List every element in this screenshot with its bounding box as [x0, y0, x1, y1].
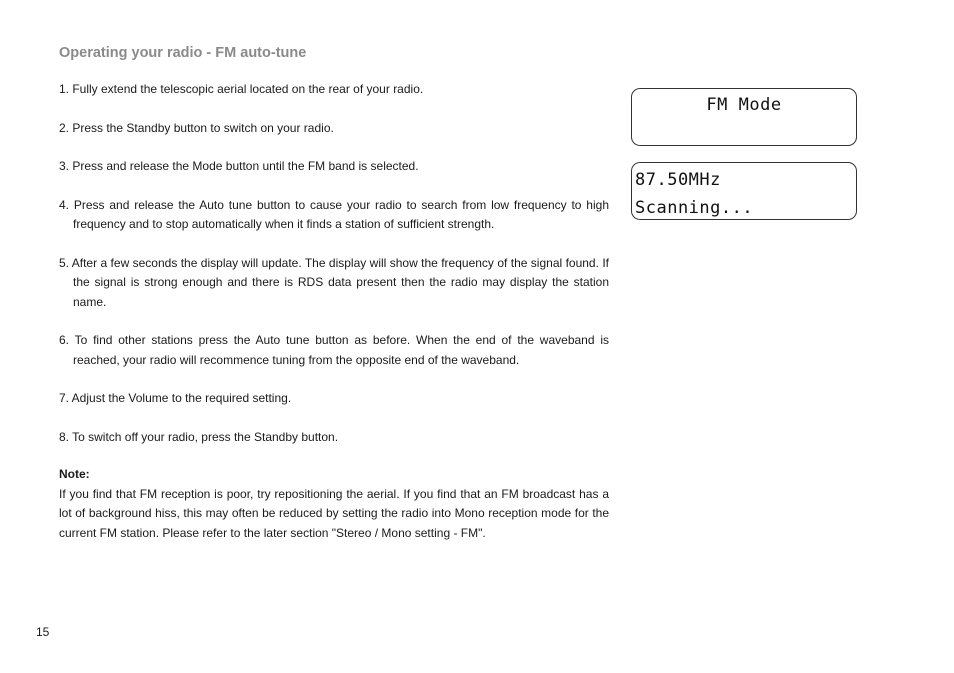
- lcd-display-scanning: [631, 162, 857, 220]
- lcd-display-fm-mode: [631, 88, 857, 146]
- note-section: [59, 465, 609, 543]
- instruction-step: 5. After a few seconds the display will update. The display will show the frequency of the signal found. If the signal is strong enough and there is RDS data present then the radio may display the station name.: [59, 255, 609, 309]
- page-number: 15: [36, 625, 50, 639]
- instruction-list: [59, 80, 609, 466]
- lcd-line-1: FM Mode: [706, 95, 782, 115]
- note-title: Note:: [59, 467, 90, 481]
- instruction-step: 2. Press the Standby button to switch on your radio.: [59, 120, 334, 135]
- lcd-frequency: 87.50MHz: [635, 170, 721, 190]
- note-body: If you find that FM reception is poor, try repositioning the aerial. If you find that an FM broadcast has a lot of background hiss, this may often be reduced by setting the radio into Mono reception mode for the current FM station. Please refer to the later section "Stereo / Mono setting - FM".: [59, 486, 609, 540]
- instruction-step: 8. To switch off your radio, press the Standby button.: [59, 429, 339, 444]
- instruction-step: 7. Adjust the Volume to the required setting.: [59, 391, 292, 405]
- page-heading: Operating your radio - FM auto-tune: [59, 45, 307, 61]
- lcd-status: Scanning...: [635, 198, 754, 218]
- instruction-step: 6. To find other stations press the Auto tune button as before. When the end of the waveband is reached, your radio will recommence tuning from the opposite end of the waveband.: [59, 333, 609, 367]
- instruction-step: 1. Fully extend the telescopic aerial located on the rear of your radio.: [59, 82, 424, 96]
- instruction-step: 4. Press and release the Auto tune button to cause your radio to search from low frequency to high frequency and to stop automatically when it finds a station of sufficient strength.: [59, 197, 609, 231]
- instruction-step: 3. Press and release the Mode button until the FM band is selected.: [59, 159, 419, 173]
